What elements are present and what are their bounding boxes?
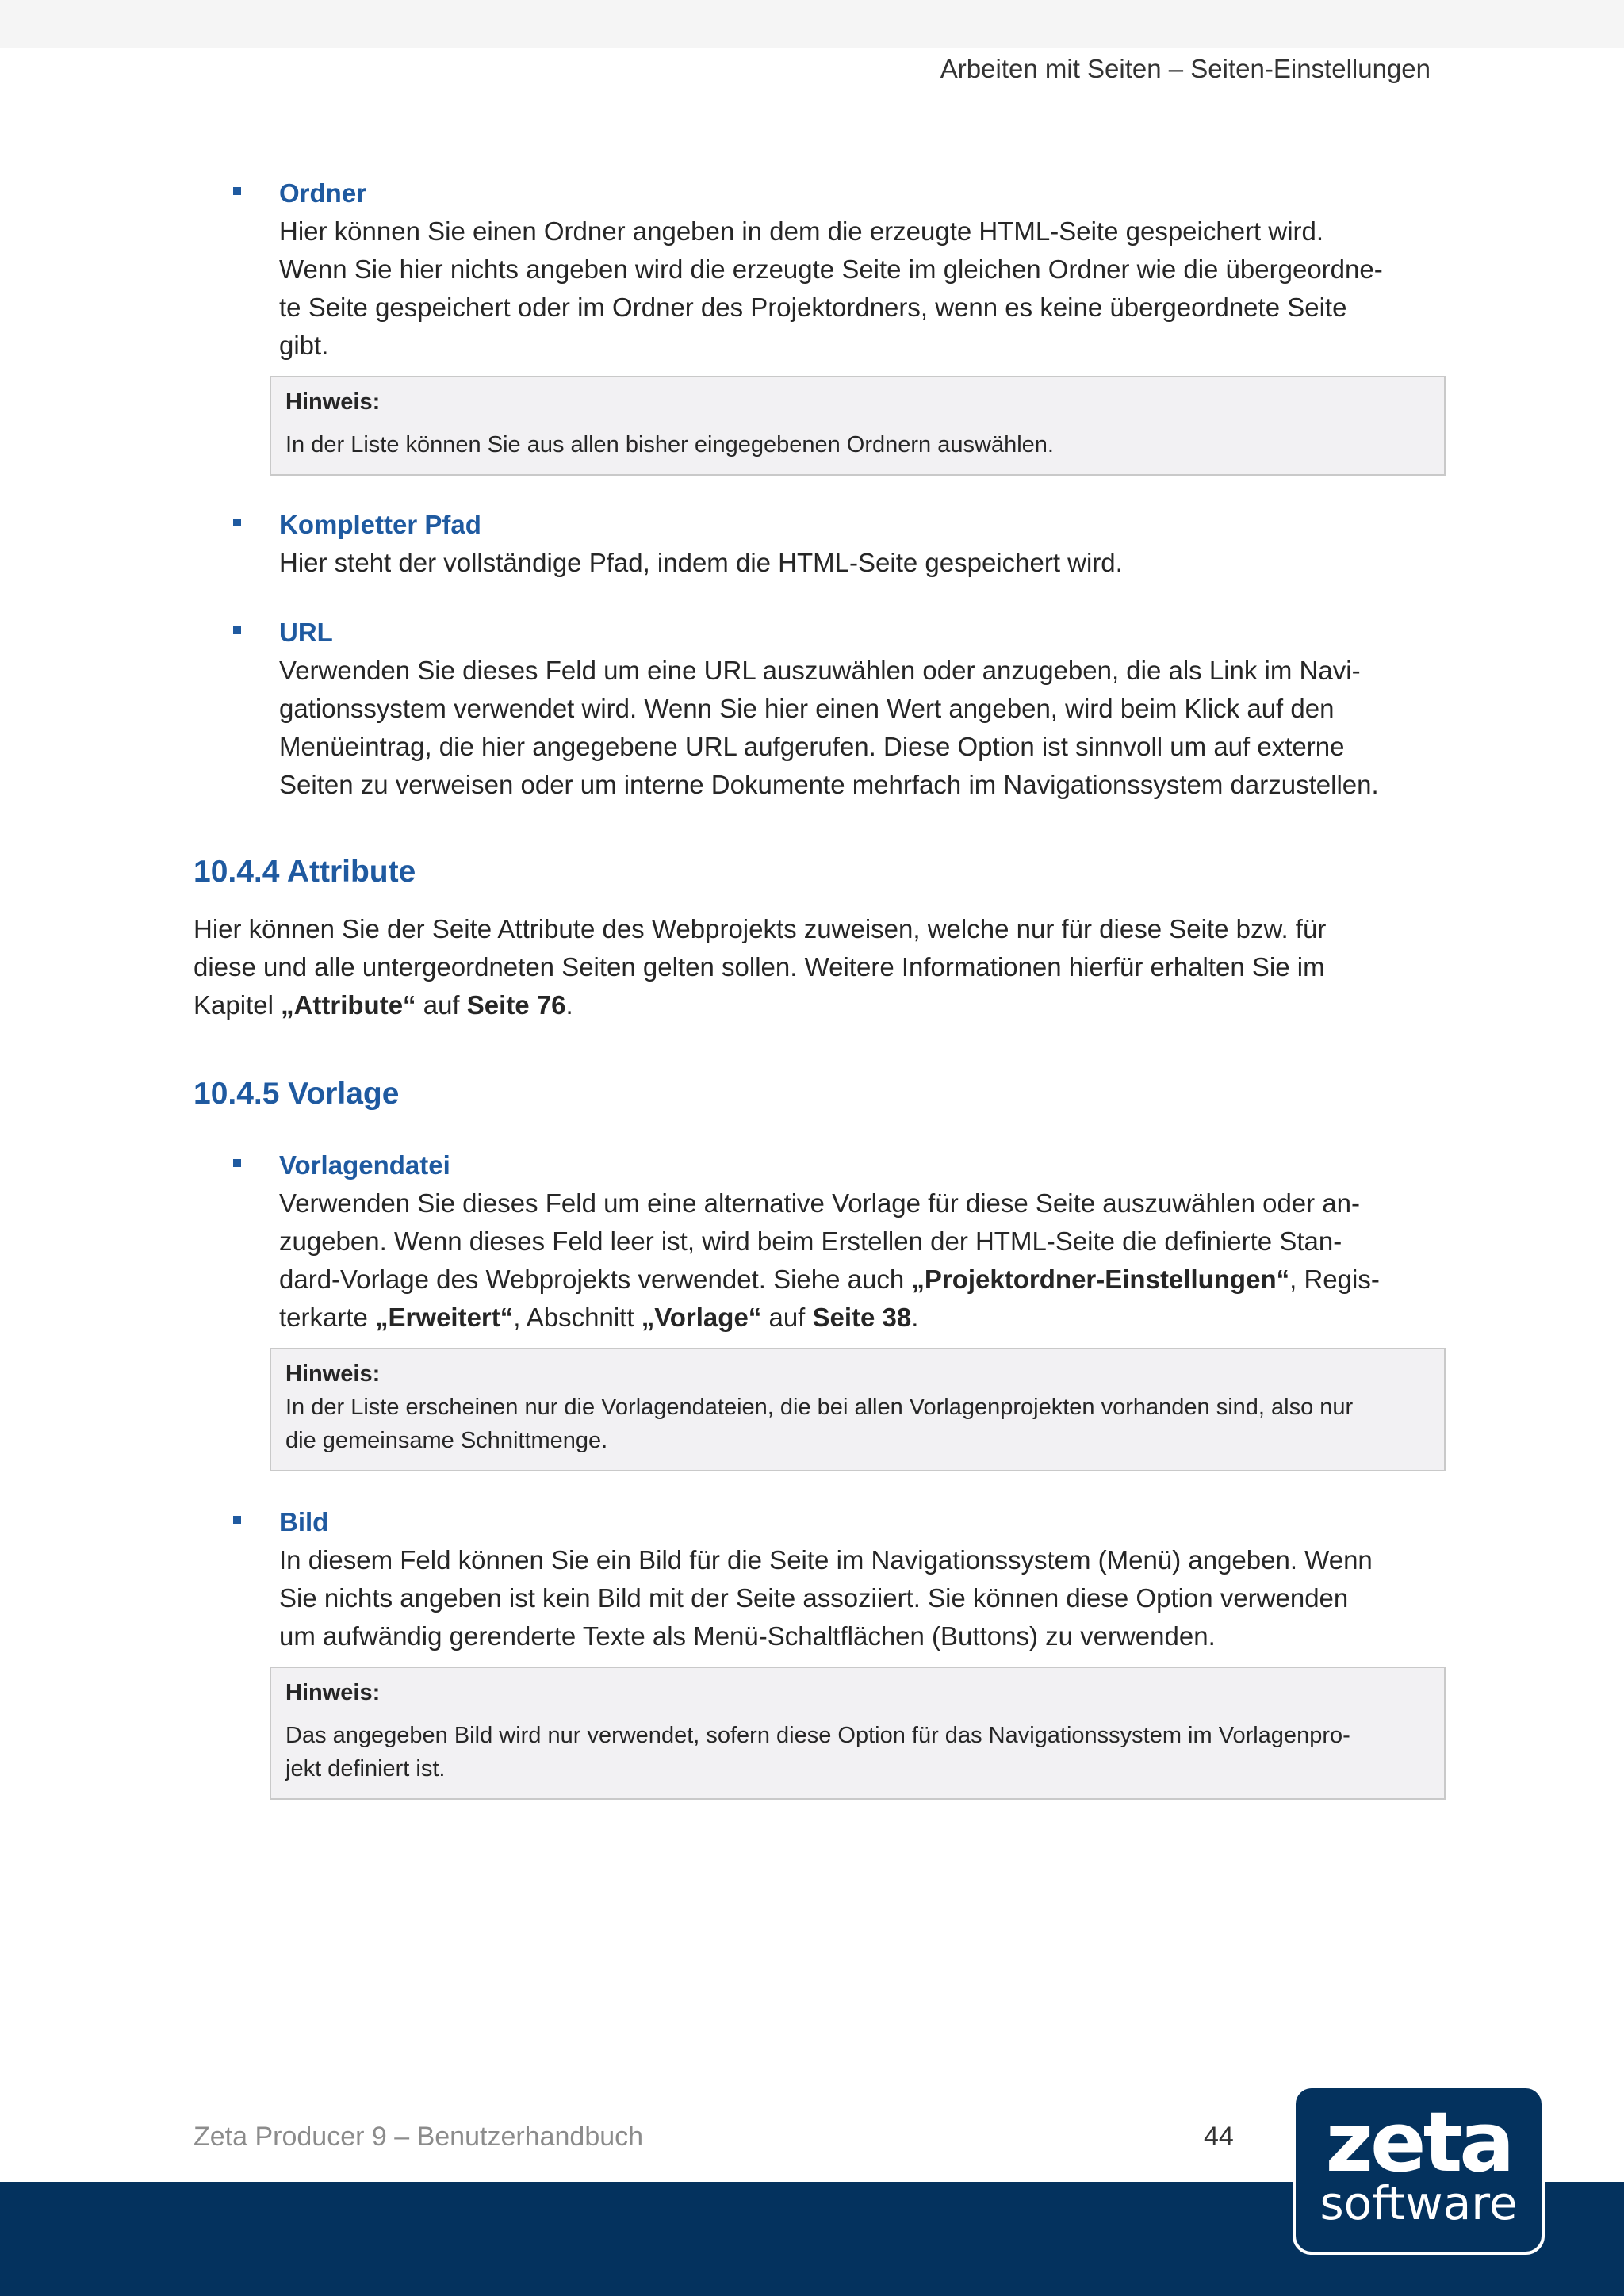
note-box bbox=[270, 376, 1446, 476]
item-title: Kompletter Pfad bbox=[279, 510, 481, 539]
text-line: In diesem Feld können Sie ein Bild für die Seite im Navigationssystem (Menü) angeben. Wenn bbox=[279, 1545, 1373, 1575]
list-item-vorlagendatei bbox=[193, 1146, 1446, 1471]
item-description bbox=[279, 212, 1446, 365]
note-box bbox=[270, 1348, 1446, 1471]
note-text bbox=[285, 1391, 1430, 1457]
text-line: die gemeinsame Schnittmenge. bbox=[285, 1428, 608, 1453]
text-line: Hier können Sie einen Ordner angeben in dem die erzeugte HTML-Seite gespeichert wird. bbox=[279, 216, 1324, 246]
item-title: Vorlagendatei bbox=[279, 1150, 450, 1180]
text-line: Hier können Sie der Seite Attribute des Webprojekts zuweisen, welche nur für diese Seite bzw. für bbox=[193, 914, 1327, 943]
text-line: Wenn Sie hier nichts angeben wird die erzeugte Seite im gleichen Ordner wie die übergeordne- bbox=[279, 254, 1383, 284]
text-run: terkarte bbox=[279, 1303, 376, 1332]
text-run: auf bbox=[761, 1303, 813, 1332]
text-run: . bbox=[565, 990, 573, 1020]
text-line: jekt definiert ist. bbox=[285, 1756, 446, 1781]
text-line: gationssystem verwendet wird. Wenn Sie hier einen Wert angeben, wird beim Klick auf den bbox=[279, 694, 1335, 723]
text-line: zugeben. Wenn dieses Feld leer ist, wird beim Erstellen der HTML-Seite die definierte Stan- bbox=[279, 1226, 1342, 1256]
square-bullet-icon bbox=[233, 1516, 241, 1524]
text-line: diese und alle untergeordneten Seiten gelten sollen. Weitere Informationen hierfür erhalten Sie im bbox=[193, 952, 1325, 982]
chapter-reference: „Attribute“ bbox=[281, 990, 416, 1020]
note-title: Hinweis: bbox=[285, 1680, 381, 1705]
text-run: . bbox=[911, 1303, 919, 1332]
section-reference: „Vorlage“ bbox=[641, 1303, 762, 1332]
item-description bbox=[279, 544, 1446, 582]
text-line bbox=[279, 1261, 1446, 1299]
chapter-reference: „Projektordner-Einstellungen“ bbox=[911, 1265, 1290, 1294]
note-title: Hinweis: bbox=[285, 1361, 381, 1387]
text-line: te Seite gespeichert oder im Ordner des Projektordners, wenn es keine übergeordnete Seite bbox=[279, 293, 1347, 322]
note-text bbox=[285, 428, 1430, 461]
logo-subtitle: software bbox=[1320, 2176, 1518, 2230]
top-band bbox=[0, 0, 1624, 48]
text-line: Das angegeben Bild wird nur verwendet, sofern diese Option für das Navigationssystem im Vorlagenpro- bbox=[285, 1723, 1350, 1748]
text-run: dard-Vorlage des Webprojekts verwendet. Siehe auch bbox=[279, 1265, 912, 1294]
list-item-bild bbox=[193, 1503, 1446, 1800]
text-line: Verwenden Sie dieses Feld um eine alternative Vorlage für diese Seite auszuwählen oder an- bbox=[279, 1188, 1361, 1218]
text-line: Verwenden Sie dieses Feld um eine URL auszuwählen oder anzugeben, die als Link im Navi- bbox=[279, 656, 1361, 685]
zeta-software-logo bbox=[1293, 2085, 1545, 2255]
square-bullet-icon bbox=[233, 187, 241, 195]
section-heading-vorlage: 10.4.5 Vorlage bbox=[193, 1077, 400, 1111]
page-reference: Seite 38 bbox=[812, 1303, 912, 1332]
item-description bbox=[279, 652, 1446, 804]
section-heading-attribute: 10.4.4 Attribute bbox=[193, 855, 416, 889]
text-line: Sie nichts angeben ist kein Bild mit der Seite assoziiert. Sie können diese Option verwenden bbox=[279, 1583, 1349, 1613]
square-bullet-icon bbox=[233, 1159, 241, 1167]
text-line: gibt. bbox=[279, 331, 329, 360]
square-bullet-icon bbox=[233, 626, 241, 634]
list-item-url bbox=[193, 614, 1446, 804]
note-text bbox=[285, 1719, 1430, 1785]
logo-wordmark: zeta bbox=[1325, 2094, 1512, 2191]
footer-title: Zeta Producer 9 – Benutzerhandbuch bbox=[193, 2122, 644, 2152]
page-reference: Seite 76 bbox=[466, 990, 566, 1020]
list-item-kompletter-pfad bbox=[193, 506, 1446, 582]
text-run: , Regis- bbox=[1289, 1265, 1380, 1294]
square-bullet-icon bbox=[233, 519, 241, 526]
text-line: In der Liste können Sie aus allen bisher eingegebenen Ordnern auswählen. bbox=[285, 432, 1054, 457]
note-title: Hinweis: bbox=[285, 389, 381, 415]
item-description bbox=[279, 1541, 1446, 1655]
text-line: Seiten zu verweisen oder um interne Dokumente mehrfach im Navigationssystem darzustellen. bbox=[279, 770, 1379, 799]
note-box bbox=[270, 1667, 1446, 1800]
page-content bbox=[193, 174, 1446, 1800]
text-line bbox=[193, 986, 1446, 1024]
text-run: Kapitel bbox=[193, 990, 282, 1020]
text-line: In der Liste erscheinen nur die Vorlagendateien, die bei allen Vorlagenprojekten vorhanden sind, also nur bbox=[285, 1395, 1354, 1420]
text-line: Menüeintrag, die hier angegebene URL aufgerufen. Diese Option ist sinnvoll um auf externe bbox=[279, 732, 1345, 761]
text-line: Hier steht der vollständige Pfad, indem die HTML-Seite gespeichert wird. bbox=[279, 548, 1123, 577]
item-title: URL bbox=[279, 618, 333, 647]
item-title: Ordner bbox=[279, 178, 367, 208]
item-description bbox=[279, 1184, 1446, 1337]
text-line bbox=[279, 1299, 1446, 1337]
page-number: 44 bbox=[1204, 2122, 1234, 2152]
running-header: Arbeiten mit Seiten – Seiten-Einstellungen bbox=[940, 54, 1431, 83]
list-item-ordner bbox=[193, 174, 1446, 476]
attribute-paragraph bbox=[193, 910, 1446, 1024]
item-title: Bild bbox=[279, 1507, 329, 1536]
text-line: um aufwändig gerenderte Texte als Menü-Schaltflächen (Buttons) zu verwenden. bbox=[279, 1621, 1216, 1651]
text-run: , Abschnitt bbox=[513, 1303, 642, 1332]
tab-reference: „Erweitert“ bbox=[375, 1303, 514, 1332]
text-run: auf bbox=[416, 990, 467, 1020]
